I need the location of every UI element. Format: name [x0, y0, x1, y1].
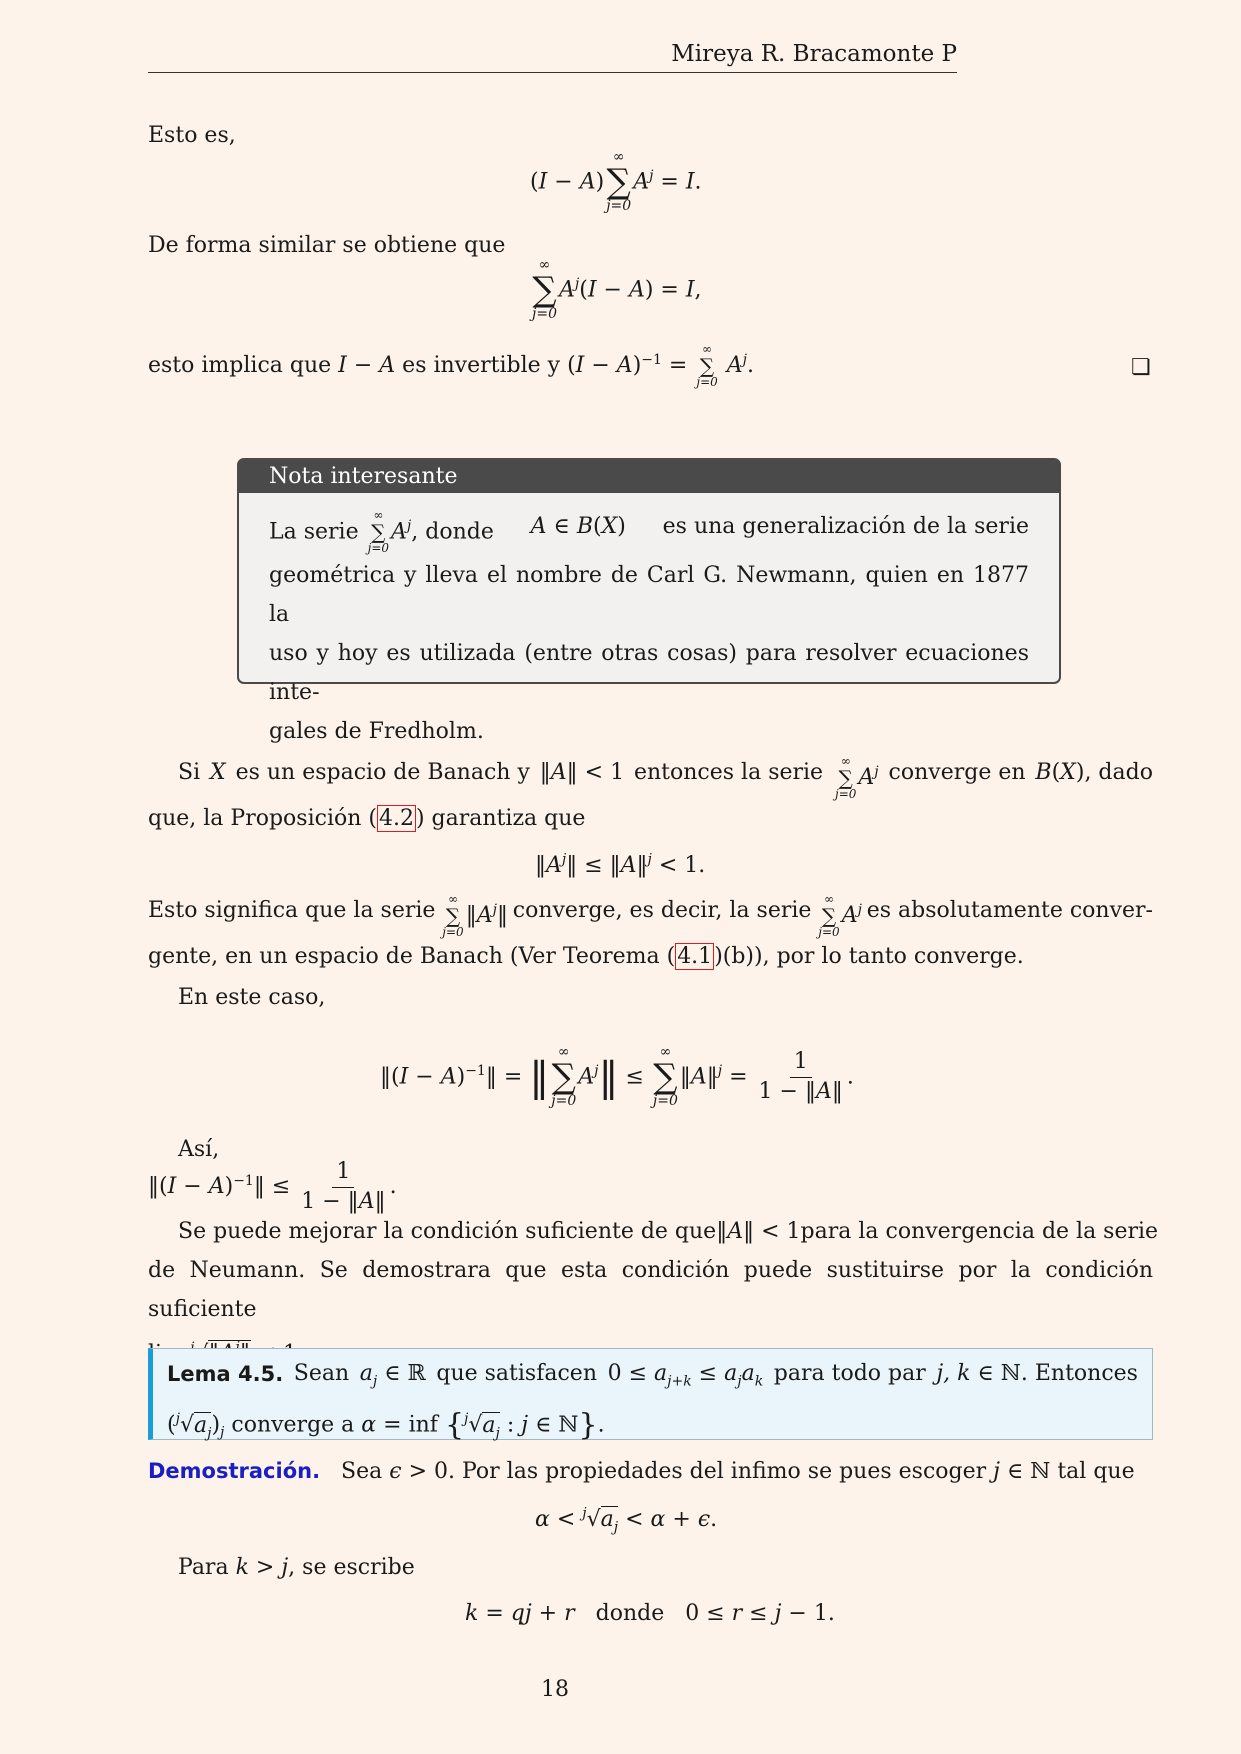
- ref-proposition[interactable]: 4.2: [378, 806, 414, 832]
- text-en-este-caso: En este caso,: [178, 985, 326, 1010]
- text-esto-es: Esto es,: [148, 123, 236, 148]
- equation-2: ∞ ∑ j=0 $A^j(I - A) = I$,: [532, 257, 702, 323]
- text-para-k: Para k > j, se escribe: [178, 1555, 415, 1580]
- note-body: La serie ∞ ∑ j=0 $A^j$, donde A ∈ B(X) es una generalización de la serie geométrica y lleva el nombre de Carl G. Newmann, quien en 1877 la uso y hoy es utilizada (entre otras cosas) para resolver ecuaciones inte- gales de Fredholm.: [269, 508, 1029, 744]
- paragraph-banach: Si X es un espacio de Banach y ‖A‖ < 1 entonces la serie ∞ ∑ j=0 $A^j$ converge en B(X), dado que, la Proposición (4.2) garantiza que: [148, 754, 1153, 832]
- ref-theorem[interactable]: 4.1: [677, 944, 713, 970]
- note-box: [237, 458, 1061, 744]
- equation-1: (I − A) ∞ ∑ j=0 $A^j = I$.: [530, 149, 702, 215]
- lemma-label: Lema 4.5.: [167, 1362, 284, 1386]
- paragraph-absolute: Esto significa que la serie ∞ ∑ j=0 $‖A^j‖$ converge, es decir, la serie ∞ ∑ j=0 $A^j$ es absolutamente conver- gente, en un espacio de Banach (Ver Teorema (4.1)(b)), por lo tanto converge.: [148, 892, 1153, 970]
- text-similar: De forma similar se obtiene que: [148, 233, 506, 258]
- text-asi: Así,: [178, 1137, 220, 1162]
- proof-label: Demostración.: [148, 1459, 321, 1483]
- running-header: [148, 36, 957, 73]
- proof-start: Demostración. Sea ϵ > 0. Por las propiedades del infimo se pues escoger j ∈ ℕ tal que: [148, 1459, 1135, 1484]
- text-invertible: esto implica que I − A es invertible y $(I - A)^{-1}$ = ∞ ∑ j=0 $A^j$.: [148, 342, 754, 390]
- equation-6: $\alpha < ^j√a_j < \alpha + \epsilon$.: [535, 1505, 718, 1536]
- page-number: 18: [541, 1677, 569, 1702]
- lemma-box: Lema 4.5. Sean $a_j$ ∈ ℝ que satisfacen $0 \le a_{j+k} \le a_ja_k$ para todo par j, k ∈ ℕ. Entonces $(^j√a_j)_j$ converge a α = inf {$^j√a_j$ : j ∈ ℕ}.: [148, 1348, 1153, 1440]
- equation-7: k = qj + r donde 0 ≤ r ≤ j − 1.: [465, 1601, 835, 1626]
- paragraph-neumann: Se puede mejorar la condición suficiente de que ‖A‖ < 1 para la convergencia de la serie de Neumann. Se demostrara que esta condición puede sustituirse por la condición suficiente: [148, 1212, 1153, 1373]
- qed-icon: ❏: [1131, 355, 1151, 380]
- header-author: Mireya R. Bracamonte P: [671, 41, 957, 67]
- equation-5: ‖(I − A)$^{-1}$‖ ≤ $\frac{1}{1 - ‖A‖}$ .: [148, 1159, 397, 1214]
- equation-4: ‖(I − A)$^{-1}$‖ = ‖ ∞ ∑ j=0 $A^j‖$ ≤ ∞ ∑ j=0 ‖A‖$^j$ = $\frac{1}{1 - ‖A‖}$ .: [380, 1044, 854, 1110]
- equation-3: $‖A^j‖$ ≤ ‖A‖$^j$ < 1.: [535, 851, 706, 878]
- note-title: Nota interesante: [239, 460, 1059, 493]
